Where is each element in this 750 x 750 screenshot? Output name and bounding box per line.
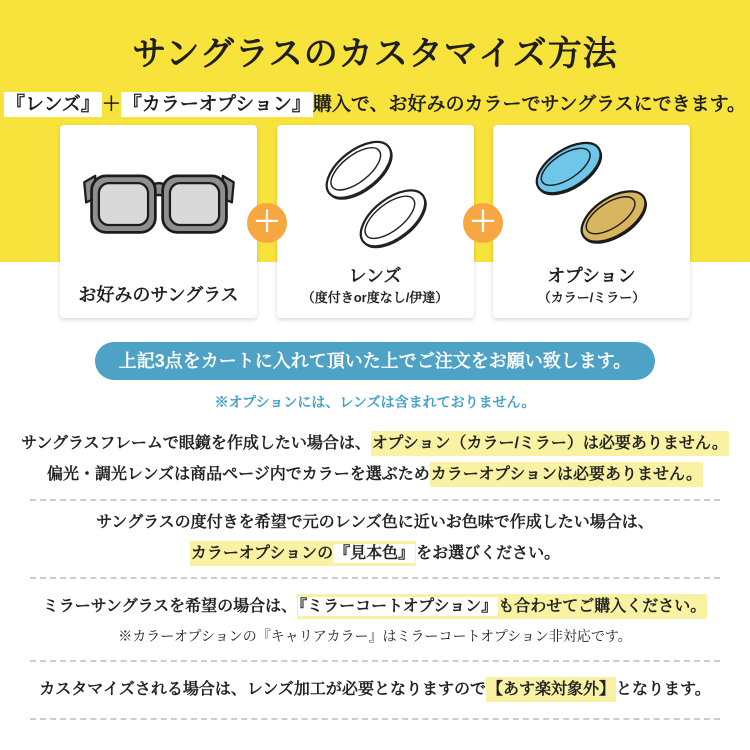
- page-title: サングラスのカスタマイズ方法: [132, 35, 618, 73]
- note-text: 偏光・調光レンズは商品ページ内でカラーを選ぶため: [46, 466, 430, 483]
- card-option-label: オプション: [547, 266, 636, 286]
- note-text: カスタマイズされる場合は、レンズ加工が必要となりますので: [39, 681, 486, 698]
- highlighted-text: [190, 541, 416, 566]
- quoted-term: 『見本色』: [334, 545, 415, 562]
- card-sunglasses-label: お好みのサングラス: [78, 285, 239, 305]
- dashed-divider: [30, 577, 720, 579]
- subtitle-coloroption-term: 『カラーオプション』: [122, 94, 311, 115]
- note-line: [0, 507, 750, 538]
- note-text: カラーオプションの: [190, 545, 334, 562]
- plus-icon: [463, 203, 503, 243]
- note-line: [0, 538, 750, 569]
- color-lenses-icon: [493, 125, 690, 265]
- note-text: ※カラーオプションの『キャリアカラー』はミラーコートオプション非対応です。: [118, 628, 632, 644]
- dashed-divider: [30, 660, 720, 662]
- plus-icon: [247, 203, 287, 243]
- note-text: サングラスフレームで眼鏡を作成したい場合は、: [21, 435, 371, 452]
- clear-lenses-icon: [277, 125, 474, 265]
- card-option: [493, 125, 690, 318]
- card-lens-sublabel: （度付きor度なし/伊達）: [301, 290, 449, 305]
- highlighted-text: 【あす楽対象外】: [486, 677, 616, 702]
- card-lens-label: レンズ: [348, 266, 402, 286]
- highlighted-text: カラーオプションは必要ありません。: [430, 462, 703, 487]
- quoted-term: 『ミラーコートオプション』: [299, 598, 498, 615]
- note-customize-shipping: [0, 674, 750, 705]
- note-text: ミラーサングラスを希望の場合は、: [42, 598, 298, 615]
- dashed-divider: [30, 499, 720, 501]
- card-option-sublabel: （カラー/ミラー）: [537, 290, 646, 305]
- note-mirror-coat: [0, 591, 750, 650]
- note-text: をお選びください。: [416, 545, 561, 562]
- note-text: となります。: [615, 681, 711, 698]
- subtitle-lens-term: 『レンズ』: [5, 94, 100, 115]
- note-line: [0, 428, 750, 459]
- note-text: も合わせてご購入ください。: [498, 598, 707, 615]
- note-line: [0, 674, 750, 705]
- highlighted-text: [297, 594, 707, 619]
- note-line: [0, 591, 750, 622]
- note-frame-and-polarized: [0, 428, 750, 490]
- hero-subtitle: [0, 89, 750, 116]
- note-line-small: [0, 622, 750, 650]
- card-lens: [277, 125, 474, 318]
- subtitle-rest: 購入で、お好みのカラーでサングラスにできます。: [312, 94, 747, 115]
- note-text: サングラスの度付きを希望で元のレンズ色に近いお色味で作成したい場合は、: [96, 514, 654, 531]
- note-sample-color: [0, 507, 750, 569]
- plus-sign: ＋: [468, 206, 497, 237]
- note-line: [0, 459, 750, 490]
- option-exclusion-note: ※オプションには、レンズは含まれておりません。: [214, 394, 536, 410]
- plus-sign: ＋: [252, 206, 281, 237]
- subtitle-plus: ＋: [101, 94, 121, 115]
- dashed-divider: [30, 718, 720, 720]
- sunglasses-icon: [60, 125, 257, 284]
- steps-row: [60, 125, 690, 318]
- order-instruction-banner: 上記3点をカートに入れて頂いた上でご注文をお願い致します。: [95, 342, 655, 380]
- card-sunglasses: [60, 125, 257, 318]
- highlighted-text: オプション（カラー/ミラー）は必要ありません。: [371, 431, 729, 456]
